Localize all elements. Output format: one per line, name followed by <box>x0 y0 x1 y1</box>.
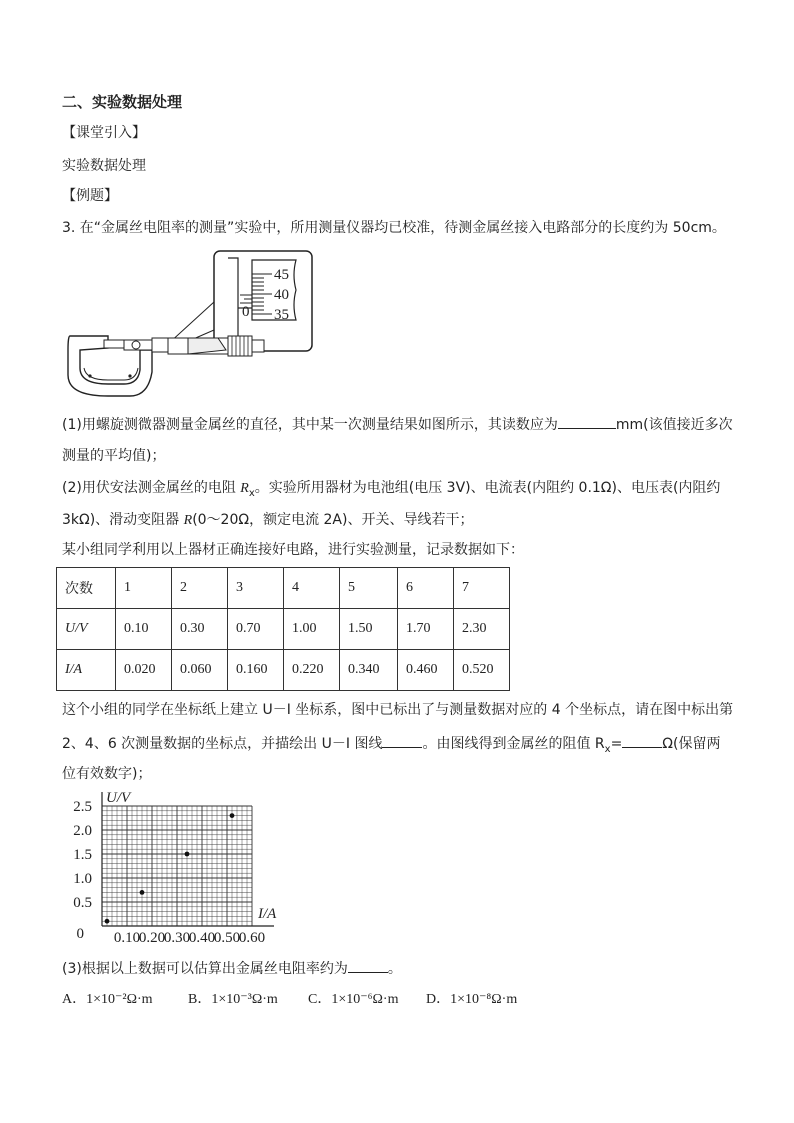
option-b[interactable]: B．1×10⁻³Ω·m <box>188 992 278 1007</box>
table-row-i <box>57 650 510 691</box>
part3-options <box>62 990 517 1010</box>
table-cell: 1.00 <box>284 609 340 650</box>
y-tick-label: 2.0 <box>73 823 92 839</box>
table-cell: 1 <box>116 568 172 609</box>
table-row-label-i <box>57 650 116 691</box>
section-title: 二、实验数据处理 <box>62 93 183 111</box>
origin-label: 0 <box>76 926 84 942</box>
option-d[interactable]: D．1×10⁻⁸Ω·m <box>426 992 518 1007</box>
part2b-text-b: 。由图线得到金属丝的阻值 R <box>422 736 605 752</box>
table-cell: 0.220 <box>284 650 340 691</box>
table-row-header <box>57 568 510 609</box>
rx-value-blank[interactable] <box>622 733 662 748</box>
part3-text: (3)根据以上数据可以估算出金属丝电阻率约为 <box>62 961 348 977</box>
x-axis-label: I/A <box>258 906 277 922</box>
part2b-line1: 这个小组的同学在坐标纸上建立 U－I 坐标系，图中已标出了与测量数据对应的 4 个坐标点，请在图中标出第 <box>62 702 734 718</box>
data-point <box>140 890 145 895</box>
table-cell: 2.30 <box>454 609 510 650</box>
x-tick-label: 0.30 <box>163 930 191 946</box>
table-cell: 0.70 <box>228 609 284 650</box>
example-tag: 【例题】 <box>62 188 118 204</box>
data-table <box>56 567 510 691</box>
part1-line2: 测量的平均值)； <box>62 448 166 464</box>
part1-text-a: (1)用螺旋测微器测量金属丝的直径，其中某一次测量结果如图所示，其读数应为 <box>62 417 558 433</box>
part2b-text-a: 2、4、6 次测量数据的坐标点，并描绘出 U－I 图线 <box>62 736 383 752</box>
rx-subscript: x <box>248 487 255 499</box>
part3-question <box>62 958 402 979</box>
table-cell: 4 <box>284 568 340 609</box>
part2b-line3: 位有效数字)； <box>62 766 152 782</box>
y-axis-label: U/V <box>106 790 131 806</box>
x-tick-label: 0.20 <box>138 930 166 946</box>
table-cell: 0.340 <box>340 650 398 691</box>
table-cell: 0.460 <box>398 650 454 691</box>
part2-line1 <box>62 478 720 504</box>
intro-text: 实验数据处理 <box>62 158 146 174</box>
table-row-label-u <box>57 609 116 650</box>
table-cell: 0.30 <box>172 609 228 650</box>
ui-graph <box>60 785 300 950</box>
part2b-line2 <box>62 733 720 760</box>
y-tick-label: 1.5 <box>73 847 92 863</box>
table-cell: 0.10 <box>116 609 172 650</box>
part2b-text-d: Ω(保留两 <box>662 736 721 752</box>
part1-answer-blank[interactable] <box>558 414 616 429</box>
part2b-text-c: = <box>610 736 623 752</box>
table-cell: 2 <box>172 568 228 609</box>
table-cell: 0.520 <box>454 650 510 691</box>
ui-graph-blank[interactable] <box>382 733 422 748</box>
u-label: U/V <box>65 621 88 636</box>
data-point <box>230 813 235 818</box>
x-tick-label: 0.10 <box>113 930 141 946</box>
y-tick-label: 1.0 <box>73 871 92 887</box>
data-point <box>185 852 190 857</box>
intro-tag: 【课堂引入】 <box>62 125 146 141</box>
thimble-label-35: 35 <box>274 307 289 323</box>
part2-text-b: 。实验所用器材为电池组(电压 3V)、电流表(内阻约 0.1Ω)、电压表(内阻约 <box>254 480 721 496</box>
part2-line2 <box>62 510 473 531</box>
table-cell: 0.160 <box>228 650 284 691</box>
thimble-label-40: 40 <box>274 287 289 303</box>
table-cell: 5 <box>340 568 398 609</box>
part2-text-a: (2)用伏安法测金属丝的电阻 <box>62 480 241 496</box>
part2-line3: 某小组同学利用以上器材正确连接好电路，进行实验测量，记录数据如下： <box>62 542 524 558</box>
part2-text-c: 3kΩ)、滑动变阻器 <box>62 512 184 528</box>
part1-text-b: mm(该值接近多次 <box>615 417 733 433</box>
part3-end: 。 <box>387 961 402 977</box>
x-tick-label: 0.50 <box>213 930 241 946</box>
part1-line1 <box>62 414 733 435</box>
y-tick-label: 0.5 <box>73 895 92 911</box>
i-label: I/A <box>65 662 83 677</box>
option-c[interactable]: C．1×10⁻⁶Ω·m <box>308 992 399 1007</box>
table-cell: 1.70 <box>398 609 454 650</box>
y-tick-label: 2.5 <box>73 799 92 815</box>
table-cell: 次数 <box>57 568 116 609</box>
table-cell: 3 <box>228 568 284 609</box>
table-cell: 1.50 <box>340 609 398 650</box>
resistivity-blank[interactable] <box>348 958 388 973</box>
table-cell: 0.060 <box>172 650 228 691</box>
table-cell: 7 <box>454 568 510 609</box>
r-symbol: R <box>183 513 193 528</box>
question-intro: 3. 在“金属丝电阻率的测量”实验中，所用测量仪器均已校准，待测金属丝接入电路部分的长度约为 50cm。 <box>62 220 726 236</box>
main-scale-zero: 0 <box>242 304 250 320</box>
rx-symbol: R <box>240 481 249 496</box>
table-row-u <box>57 609 510 650</box>
rx-subscript-2: x <box>604 743 611 755</box>
thimble-label-45: 45 <box>274 267 289 283</box>
micrometer-figure <box>68 250 318 400</box>
data-point <box>105 919 110 924</box>
x-tick-label: 0.40 <box>188 930 216 946</box>
table-cell: 6 <box>398 568 454 609</box>
table-cell: 0.020 <box>116 650 172 691</box>
x-tick-label: 0.60 <box>238 930 266 946</box>
part2-text-d: (0～20Ω，额定电流 2A)、开关、导线若干； <box>192 512 474 528</box>
option-a[interactable]: A．1×10⁻²Ω·m <box>62 992 153 1007</box>
